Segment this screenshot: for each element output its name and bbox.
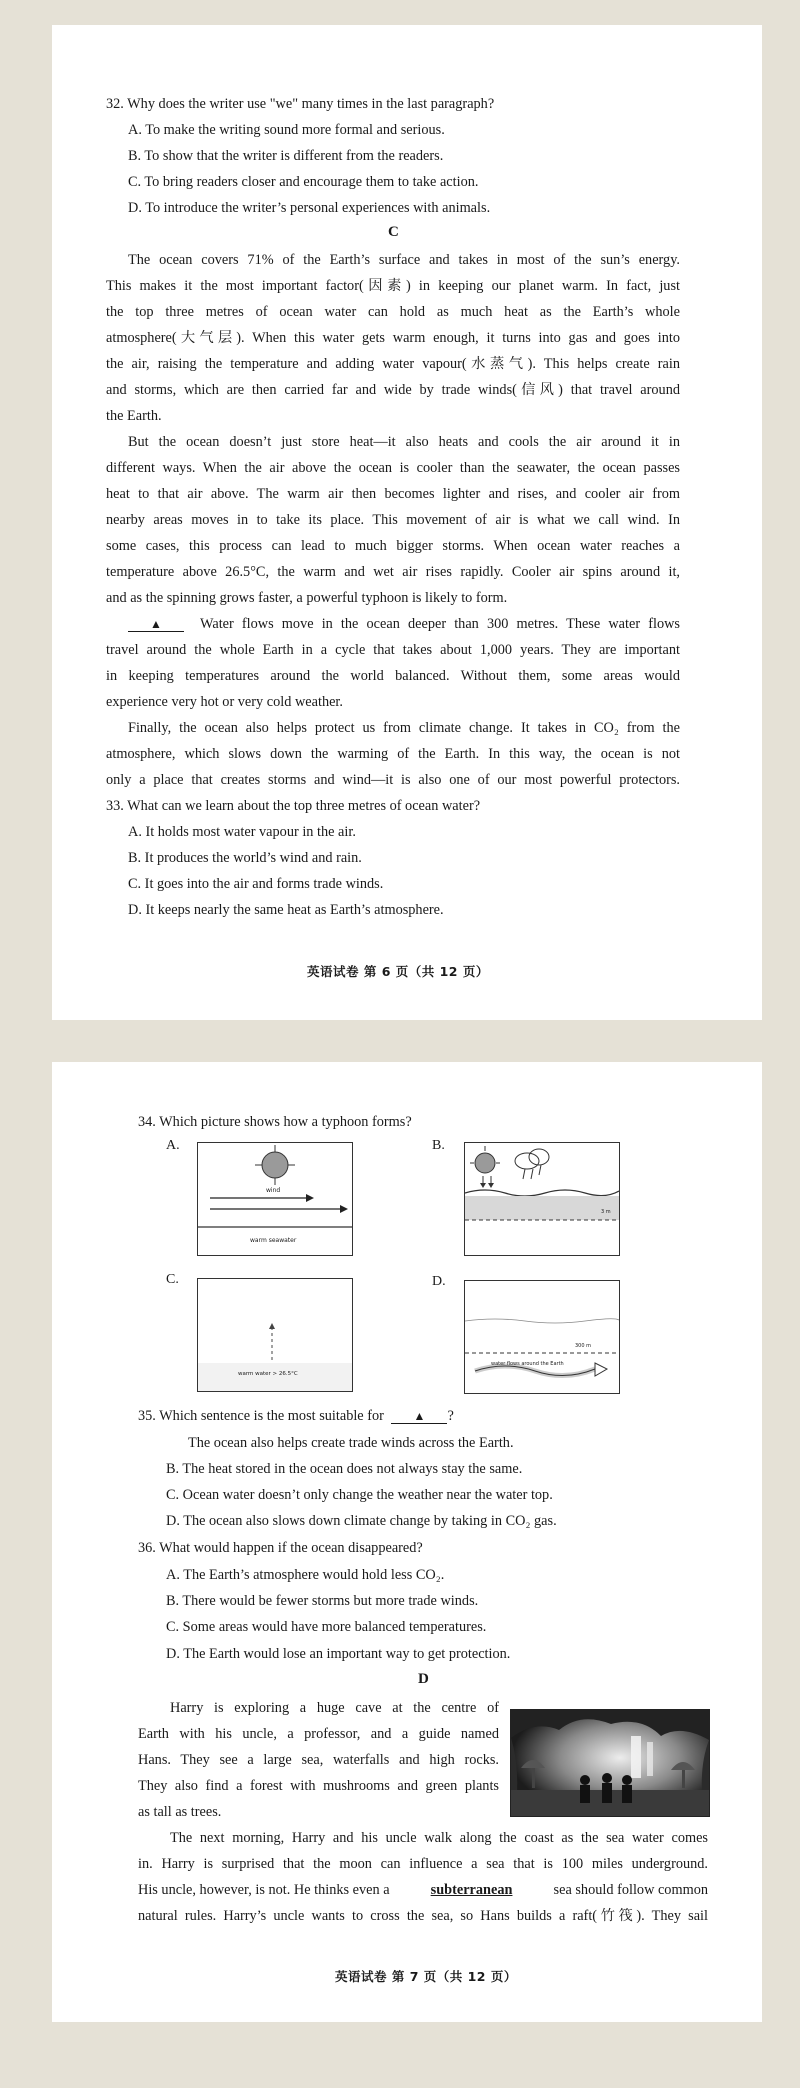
passage-line: Finally, the ocean also helps protect us from climate change. It takes in CO₂ from the bbox=[128, 720, 680, 736]
passage-line: But the ocean doesn’t just store heat—it also heats and cools the air around it in bbox=[128, 434, 680, 450]
passage-line: nearby areas moves in to take its place. This movement of air is what we call wind. In bbox=[106, 512, 680, 528]
passage-line: and as the spinning grows faster, a powerful typhoon is likely to form. bbox=[106, 590, 508, 606]
passage-d-line-with-term bbox=[138, 1881, 708, 1899]
triangle-icon: ▲ bbox=[391, 1409, 447, 1424]
passage-line: temperature above 26.5°C, the warm and wet air rises rapidly. Cooler air spins around it, bbox=[106, 564, 680, 580]
fig-b-label: B. bbox=[432, 1138, 445, 1153]
q33-option-a: A. It holds most water vapour in the air. bbox=[128, 824, 356, 840]
page-footer: 英语试卷 第 6 页（共 12 页） bbox=[307, 964, 489, 979]
passage-line: Water flows move in the ocean deeper than 300 metres. These water flows bbox=[200, 616, 680, 632]
q33-stem: 33. What can we learn about the top three metres of ocean water? bbox=[106, 798, 481, 814]
passage-line: the air, raising the temperature and adding water vapour(水蒸气). This helps create rain bbox=[106, 356, 680, 372]
q36-option-b: B. There would be fewer storms but more trade winds. bbox=[166, 1593, 479, 1609]
fig-d-label: D. bbox=[432, 1274, 446, 1289]
passage-line: the Earth. bbox=[106, 408, 162, 424]
q33-option-c: C. It goes into the air and forms trade winds. bbox=[128, 876, 384, 892]
exam-page-6 bbox=[52, 25, 762, 1020]
q32-option-c: C. To bring readers closer and encourage them to take action. bbox=[128, 174, 479, 190]
fig-a-label: A. bbox=[166, 1138, 180, 1153]
passage-d-segment: sea should follow common bbox=[553, 1882, 708, 1898]
q32-option-b: B. To show that the writer is different from the readers. bbox=[128, 148, 444, 164]
fig-d-flow-label: water flows around the Earth bbox=[491, 1361, 564, 1367]
q33-option-b: B. It produces the world’s wind and rain. bbox=[128, 850, 362, 866]
cave-illustration bbox=[510, 1709, 710, 1817]
q35-stem-text: 35. Which sentence is the most suitable for bbox=[138, 1408, 384, 1424]
q35-stem bbox=[138, 1407, 454, 1425]
page-footer: 英语试卷 第 7 页（共 12 页） bbox=[335, 1969, 517, 1984]
figure-b-drawing bbox=[465, 1143, 619, 1255]
passage-line: in keeping temperatures around the world balanced. Without them, some areas would bbox=[106, 668, 680, 684]
fig-b-depth-label: 3 m bbox=[601, 1209, 611, 1215]
fig-d-depth-label: 300 m bbox=[575, 1343, 592, 1349]
passage-line: the top three metres of ocean water can hold as much heat as the Earth’s whole bbox=[106, 304, 680, 320]
q34-stem: 34. Which picture shows how a typhoon forms? bbox=[138, 1114, 412, 1130]
q36-option-d: D. The Earth would lose an important way to get protection. bbox=[166, 1646, 511, 1662]
passage-d-line: Harry is exploring a huge cave at the centre of bbox=[170, 1700, 499, 1716]
passage-d-line: They also find a forest with mushrooms and green plants bbox=[138, 1778, 499, 1794]
passage-line: heat to that air above. The warm air then becomes lighter and rises, and cooler air from bbox=[106, 486, 680, 502]
passage-d-segment: His uncle, however, is not. He thinks even a bbox=[138, 1882, 390, 1898]
q35-option-a: The ocean also helps create trade winds across the Earth. bbox=[188, 1435, 514, 1451]
q35-option-b: B. The heat stored in the ocean does not always stay the same. bbox=[166, 1461, 523, 1477]
passage-d-line: The next morning, Harry and his uncle walk along the coast as the sea water comes bbox=[170, 1830, 708, 1846]
passage-line: atmosphere, which slows down the warming of the Earth. In this way, the ocean is not bbox=[106, 746, 680, 762]
passage-line: atmosphere(大气层). When this water gets warm enough, it turns into gas and goes into bbox=[106, 330, 680, 346]
figure-b[interactable] bbox=[464, 1142, 620, 1256]
passage-line: and storms, which are then carried far and wide by trade winds(信风) that travel around bbox=[106, 382, 680, 398]
passage-line: different ways. When the air above the ocean is cooler than the seawater, the ocean passes bbox=[106, 460, 680, 476]
passage-line: only a place that creates storms and wind—it is also one of our most powerful protectors. bbox=[106, 772, 680, 788]
exam-page-7 bbox=[52, 1062, 762, 2022]
cave-scene-drawing bbox=[511, 1710, 709, 1816]
q35-option-d: D. The ocean also slows down climate change by taking in CO₂ gas. bbox=[166, 1513, 557, 1529]
fig-a-wind-label: wind bbox=[266, 1187, 281, 1194]
fig-a-water-label: warm seawater bbox=[250, 1237, 297, 1244]
q36-stem: 36. What would happen if the ocean disappeared? bbox=[138, 1540, 423, 1556]
figure-d[interactable] bbox=[464, 1280, 620, 1394]
q32-stem: 32. Why does the writer use "we" many times in the last paragraph? bbox=[106, 96, 495, 112]
passage-d-line: in. Harry is surprised that the moon can influence a sea that is 100 miles underground. bbox=[138, 1856, 708, 1872]
q36-option-a: A. The Earth’s atmosphere would hold less CO₂. bbox=[166, 1567, 445, 1583]
passage-d-line: natural rules. Harry’s uncle wants to cross the sea, so Hans builds a raft(竹筏). They sail bbox=[138, 1908, 708, 1924]
q33-option-d: D. It keeps nearly the same heat as Earth’s atmosphere. bbox=[128, 902, 444, 918]
passage-d-line: as tall as trees. bbox=[138, 1804, 222, 1820]
passage-line: travel around the whole Earth in a cycle that takes about 1,000 years. They are important bbox=[106, 642, 680, 658]
passage-line: The ocean covers 71% of the Earth’s surface and takes in most of the sun’s energy. bbox=[128, 252, 680, 268]
blank-indicator bbox=[128, 615, 184, 633]
q36-option-c: C. Some areas would have more balanced temperatures. bbox=[166, 1619, 487, 1635]
q35-option-c: C. Ocean water doesn’t only change the weather near the water top. bbox=[166, 1487, 553, 1503]
passage-line: This makes it the most important factor(因素) in keeping our planet warm. In fact, just bbox=[106, 278, 680, 294]
figure-a[interactable] bbox=[197, 1142, 353, 1256]
figure-d-drawing bbox=[465, 1281, 619, 1393]
underlined-term: subterranean bbox=[430, 1882, 513, 1898]
fig-c-water-label: warm water > 26.5°C bbox=[238, 1371, 298, 1377]
passage-d-line: Earth with his uncle, a professor, and a guide named bbox=[138, 1726, 499, 1742]
section-d-heading: D bbox=[418, 1671, 429, 1687]
q32-option-d: D. To introduce the writer’s personal experiences with animals. bbox=[128, 200, 491, 216]
fig-c-label: C. bbox=[166, 1272, 179, 1287]
passage-line: some cases, this process can lead to much bigger storms. When ocean water reaches a bbox=[106, 538, 680, 554]
q32-option-a: A. To make the writing sound more formal and serious. bbox=[128, 122, 445, 138]
passage-d-line: Hans. They see a large sea, waterfalls and high rocks. bbox=[138, 1752, 499, 1768]
passage-line: experience very hot or very cold weather. bbox=[106, 694, 343, 710]
section-c-heading: C bbox=[388, 224, 399, 240]
triangle-icon: ▲ bbox=[128, 617, 184, 632]
figure-c[interactable] bbox=[197, 1278, 353, 1392]
q35-stem-end: ? bbox=[447, 1408, 454, 1424]
